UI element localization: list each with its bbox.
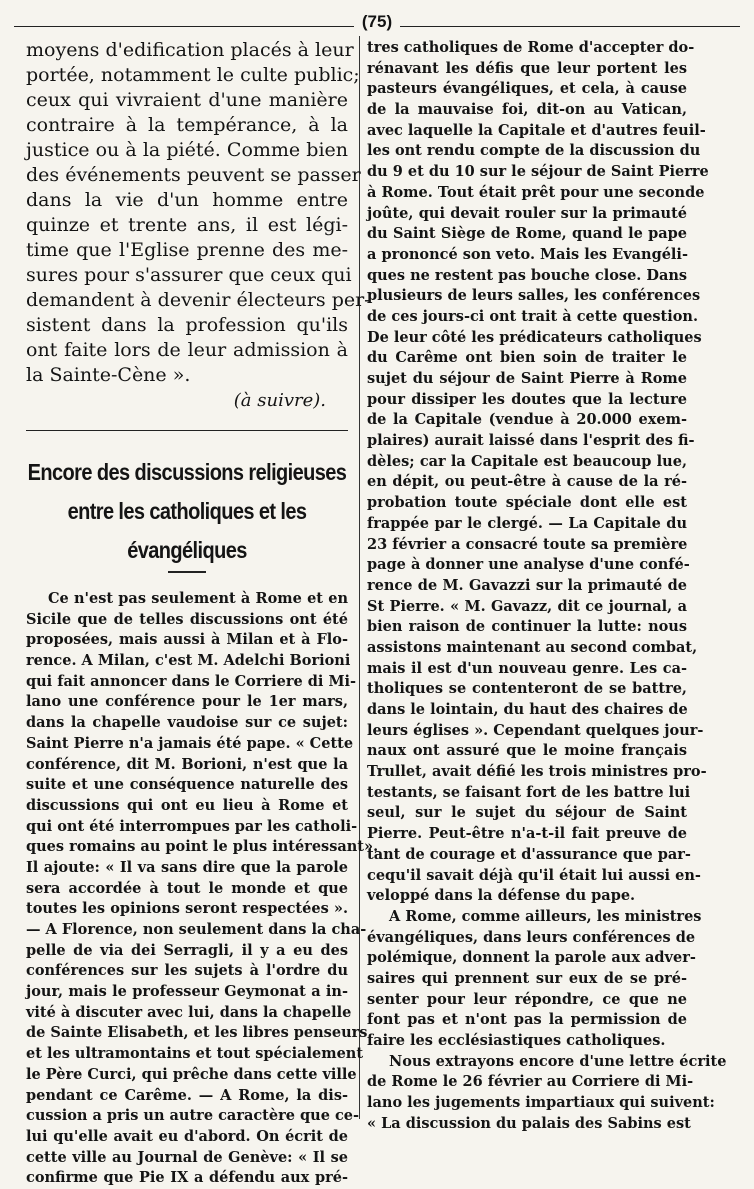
text-line: A Rome, comme ailleurs, les ministres xyxy=(389,907,702,925)
continued-article-text xyxy=(26,38,371,388)
text-line: bien raison de continuer la lutte: nous xyxy=(367,618,687,636)
text-line: testants, se faisant fort de les battre lui xyxy=(367,783,691,801)
text-line: probation toute spéciale dont elle est xyxy=(367,494,687,512)
text-line: et les ultramontains et tout spécialement xyxy=(26,1045,364,1063)
text-line: justice ou à la piété. Comme bien xyxy=(26,139,348,161)
text-line: page à donner une analyse d'une confé- xyxy=(367,556,690,574)
text-line: rence. A Milan, c'est M. Adelchi Borioni xyxy=(26,652,351,670)
text-line: Saint Pierre n'a jamais été pape. « Cette xyxy=(26,734,354,752)
title-ornament xyxy=(168,571,206,573)
text-line: vité à discuter avec lui, dans la chapelle xyxy=(26,1003,352,1021)
text-line: pelle de via dei Serragli, il y a eu des xyxy=(26,941,348,959)
text-line: portée, notamment le culte public; xyxy=(26,64,360,86)
text-line: leurs églises ». Cependant quelques jour- xyxy=(367,721,704,739)
text-line: pasteurs évangéliques, et cela, à cause xyxy=(367,80,687,98)
text-line: Nous extrayons encore d'une lettre écrite xyxy=(389,1052,727,1070)
text-line: toutes les opinions seront respectées ». xyxy=(26,900,348,918)
text-line: demandent à devenir électeurs per- xyxy=(26,289,371,311)
text-line: St Pierre. « M. Gavazz, dit ce journal, a xyxy=(367,597,687,615)
text-line: rénavant les défis que leur portent les xyxy=(367,59,687,77)
article-title-line: Encore des discussions religieuses xyxy=(27,460,347,486)
article-title-line: entre les catholiques et les évangéliques xyxy=(67,499,307,564)
text-line: des événements peuvent se passer xyxy=(26,164,361,186)
text-line: veloppé dans la défense du pape. xyxy=(367,887,636,905)
text-line: font pas et n'ont pas la permission de xyxy=(367,1011,687,1029)
text-line: cequ'il savait déjà qu'il était lui aussi en- xyxy=(367,866,701,884)
text-line: plusieurs de leurs salles, les conférences xyxy=(367,287,701,305)
text-line: de ces jours-ci ont trait à cette question. xyxy=(367,307,698,325)
text-line: de la Capitale (vendue à 20.000 exem- xyxy=(367,411,687,429)
text-line: cussion a pris un autre caractère que ce- xyxy=(26,1107,360,1125)
text-line: mais il est d'un nouveau genre. Les ca- xyxy=(367,659,687,677)
text-line: dans la vie d'un homme entre xyxy=(26,189,348,211)
text-line: seul, sur le sujet du séjour de Saint xyxy=(367,804,687,822)
text-line: dans la chapelle vaudoise sur ce sujet: xyxy=(26,714,348,732)
to-be-continued-note: (à suivre). xyxy=(233,390,326,411)
text-line: 23 février a consacré toute sa première xyxy=(367,535,688,553)
text-line: qui fait annoncer dans le Corriere di Mi- xyxy=(26,672,357,690)
text-line: proposées, mais aussi à Milan et à Flo- xyxy=(26,631,348,649)
right-column xyxy=(367,38,727,1132)
text-line: polémique, donnent la parole aux adver- xyxy=(367,949,696,967)
text-line: Ce n'est pas seulement à Rome et en xyxy=(48,590,348,607)
text-line: sistent dans la profession qu'ils xyxy=(26,314,348,336)
left-column xyxy=(26,38,379,1187)
text-line: plaires) aurait laissé dans l'esprit des fi- xyxy=(367,432,695,450)
text-line: faire les ecclésiastiques catholiques. xyxy=(367,1032,666,1049)
text-line: time que l'Eglise prenne des me- xyxy=(26,239,348,261)
text-line: sujet du séjour de Saint Pierre à Rome xyxy=(367,370,687,387)
text-line: qui ont été interrompues par les catholi- xyxy=(26,817,358,835)
text-line: tholiques se contenteront de se battre, xyxy=(367,680,687,698)
text-line: pendant ce Carême. — A Rome, la dis- xyxy=(26,1086,348,1104)
text-line: moyens d'edification placés à leur xyxy=(26,39,354,61)
text-line: dans le lointain, du haut des chaires de xyxy=(367,701,688,718)
text-line: confirme que Pie IX a défendu aux pré- xyxy=(26,1169,348,1187)
text-line: quinze et trente ans, il est légi- xyxy=(26,214,348,236)
section-rule xyxy=(26,430,348,431)
text-line: contraire à la tempérance, à la xyxy=(26,114,348,136)
text-line: assistons maintenant au second combat, xyxy=(367,638,698,656)
text-line: discussions qui ont eu lieu à Rome et xyxy=(26,796,348,814)
text-line: Sicile que de telles discussions ont été xyxy=(26,610,348,628)
text-line: tant de courage et d'assurance que par- xyxy=(367,845,691,863)
page-number-container xyxy=(0,12,754,32)
text-line: de Sainte Elisabeth, et les libres penseurs xyxy=(26,1024,368,1042)
text-line: du Saint Siège de Rome, quand le pape xyxy=(367,225,687,243)
text-line: lui qu'elle avait eu d'abord. On écrit de xyxy=(26,1127,348,1145)
text-line: dèles; car la Capitale est beaucoup lue, xyxy=(367,452,687,470)
text-line: tres catholiques de Rome d'accepter do- xyxy=(367,39,695,56)
text-line: ont faite lors de leur admission à xyxy=(26,339,348,361)
text-line: cette ville au Journal de Genève: « Il se xyxy=(26,1148,348,1166)
text-line: rence de M. Gavazzi sur la primauté de xyxy=(367,576,687,594)
text-line: — A Florence, non seulement dans la cha- xyxy=(26,921,367,938)
text-line: frappée par le clergé. — La Capitale du xyxy=(367,514,687,532)
text-line: joûte, qui devait rouler sur la primauté xyxy=(367,204,687,222)
text-line: naux ont assuré que le moine français xyxy=(367,742,687,760)
page-number: (75) xyxy=(354,12,400,31)
text-line: « La discussion du palais des Sabins est xyxy=(367,1114,691,1132)
text-line: sera accordée à tout le monde et que xyxy=(26,879,348,897)
column-divider xyxy=(359,36,360,1119)
text-line: Il ajoute: « Il va sans dire que la parole xyxy=(26,858,348,876)
text-line: a prononcé son veto. Mais les Evangéli- xyxy=(367,245,688,263)
text-line: conférences sur les sujets à l'ordre du xyxy=(26,962,348,980)
text-line: saires qui prennent sur eux de se pré- xyxy=(367,969,687,987)
article-title xyxy=(26,453,348,570)
text-line: ceux qui vivraient d'une manière xyxy=(26,89,348,111)
text-line: Pierre. Peut-être n'a-t-il fait preuve de xyxy=(367,825,687,843)
article-body-left xyxy=(26,589,379,1189)
text-line: ques ne restent pas bouche close. Dans xyxy=(367,266,688,284)
text-line: de la mauvaise foi, dit-on au Vatican, xyxy=(367,101,687,119)
text-line: conférence, dit M. Borioni, n'est que la xyxy=(26,755,348,773)
text-line: le Père Curci, qui prêche dans cette ville xyxy=(26,1065,357,1083)
text-line: à Rome. Tout était prêt pour une seconde xyxy=(367,183,705,201)
text-line: lano les jugements impartiaux qui suivent: xyxy=(367,1094,715,1112)
text-line: la Sainte-Cène ». xyxy=(26,364,191,386)
text-line: De leur côté les prédicateurs catholiques xyxy=(367,328,702,346)
text-line: du Carême ont bien soin de traiter le xyxy=(367,349,687,367)
text-line: les ont rendu compte de la discussion du xyxy=(367,142,701,160)
text-line: pour dissiper les doutes que la lecture xyxy=(367,390,687,408)
text-line: jour, mais le professeur Geymonat a in- xyxy=(26,983,348,1001)
text-line: suite et une conséquence naturelle des xyxy=(26,776,348,794)
text-line: de Rome le 26 février au Corriere di Mi- xyxy=(367,1073,694,1091)
text-line: senter pour leur répondre, ce que ne xyxy=(367,990,687,1008)
text-line: évangéliques, dans leurs conférences de xyxy=(367,928,696,946)
text-line: du 9 et du 10 sur le séjour de Saint Pierre xyxy=(367,163,709,181)
text-line: en dépit, ou peut-être à cause de la ré- xyxy=(367,473,687,491)
text-line: lano une conférence pour le 1er mars, xyxy=(26,693,348,711)
text-line: Trullet, avait défié les trois ministres pro- xyxy=(367,763,707,781)
text-line: sures pour s'assurer que ceux qui xyxy=(26,264,352,286)
text-line: ques romains au point le plus intéressant». xyxy=(26,838,379,856)
text-line: avec laquelle la Capitale et d'autres feuil- xyxy=(367,121,706,139)
